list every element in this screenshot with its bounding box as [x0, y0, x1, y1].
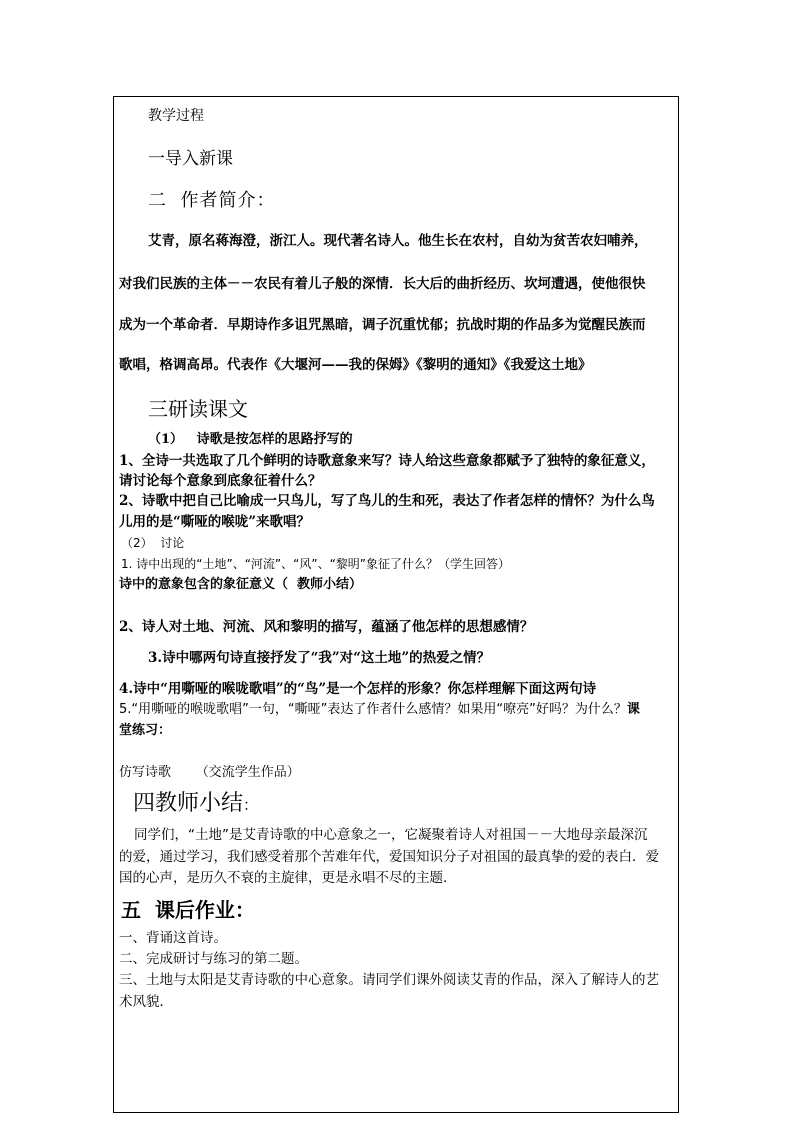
discussion-question-3: 3.诗中哪两句诗直接抒发了“我”对“这土地”的热爱之情？	[148, 650, 491, 666]
homework-line: 三、土地与太阳是艾青诗歌的中心意象。请同学们课外阅读艾青的作品，深入了解诗人的艺	[119, 972, 659, 988]
reading-question-line: 2、诗歌中把自己比喻成一只鸟儿，写了鸟儿的生和死，表达了作者怎样的情怀？为什么鸟	[119, 493, 655, 509]
reading-question-line: 儿用的是“嘶哑的喉咙”来歌唱？	[119, 514, 311, 530]
author-bio-line: 对我们民族的主体－－农民有着儿子般的深情．长大后的曲折经历、坎坷遭遇，使他很快	[119, 276, 646, 292]
intro-heading: 一导入新课	[148, 149, 233, 169]
reading-section-label: （1） 诗歌是按怎样的思路抒写的	[148, 432, 353, 447]
practice-label: 堂练习：	[119, 723, 172, 738]
homework-line: 术风貌．	[119, 994, 173, 1010]
summary-heading-colon: ：	[243, 796, 259, 814]
homework-heading: 五 课后作业：	[121, 898, 255, 922]
homework-line: 一、背诵这首诗。	[119, 930, 227, 946]
reading-heading: 三研读课文	[148, 397, 248, 421]
homework-line: 二、完成研讨与练习的第二题。	[119, 951, 308, 967]
practice-task: 仿写诗歌 （交流学生作品）	[119, 765, 300, 780]
discussion-label: （2） 讨论	[121, 536, 185, 550]
reading-question-line: 1、全诗一共选取了几个鲜明的诗歌意象来写？诗人给这些意象都赋予了独特的象征意义，	[119, 453, 655, 469]
summary-line: 的爱，通过学习，我们感受着那个苦难年代，爱国知识分子对祖国的最真挚的爱的表白．爱	[119, 849, 659, 865]
summary-heading	[133, 793, 258, 815]
author-bio-line: 成为一个革命者．早期诗作多诅咒黑暗，调子沉重忧郁；抗战时期的作品多为觉醒民族而	[119, 317, 646, 333]
summary-heading-text: 四教师小结	[133, 791, 244, 816]
reading-question-line: 请讨论每个意象到底象征着什么？	[119, 473, 322, 489]
summary-line: 同学们，“土地”是艾青诗歌的中心意象之一，它凝聚着诗人对祖国－－大地母亲最深沉	[134, 827, 648, 843]
author-bio-line: 歌唱，格调高昂。代表作《大堰河——我的保姆》《黎明的通知》《我爱这土地》	[119, 357, 592, 373]
discussion-summary-note: 诗中的意象包含的象征意义（ 教师小结）	[119, 577, 363, 592]
author-bio-line: 艾青，原名蒋海澄，浙江人。现代著名诗人。他生长在农村，自幼为贫苦农妇哺养，	[148, 233, 648, 249]
discussion-question-1: 1. 诗中出现的“土地”、“河流”、“风”、“黎明”象征了什么？（学生回答）	[121, 557, 511, 571]
author-heading: 二 作者简介：	[148, 190, 276, 211]
discussion-question-5-tail: 课	[626, 702, 640, 717]
discussion-question-4: 4.诗中“用嘶哑的喉咙歌唱”的“鸟”是一个怎样的形象？你怎样理解下面这两句诗	[119, 681, 597, 697]
discussion-question-2: 2、诗人对土地、河流、风和黎明的描写，蕴涵了他怎样的思想感情？	[119, 619, 534, 635]
summary-line: 国的心声，是历久不衰的主旋律，更是永唱不尽的主题．	[119, 870, 457, 886]
process-heading: 教学过程	[148, 108, 204, 124]
discussion-question-5-text: 5.“用嘶哑的喉咙歌唱”一句，“嘶哑”表达了作者什么感情？如果用“嘹亮”好吗？为什么？	[119, 702, 627, 717]
discussion-question-5	[119, 703, 640, 716]
